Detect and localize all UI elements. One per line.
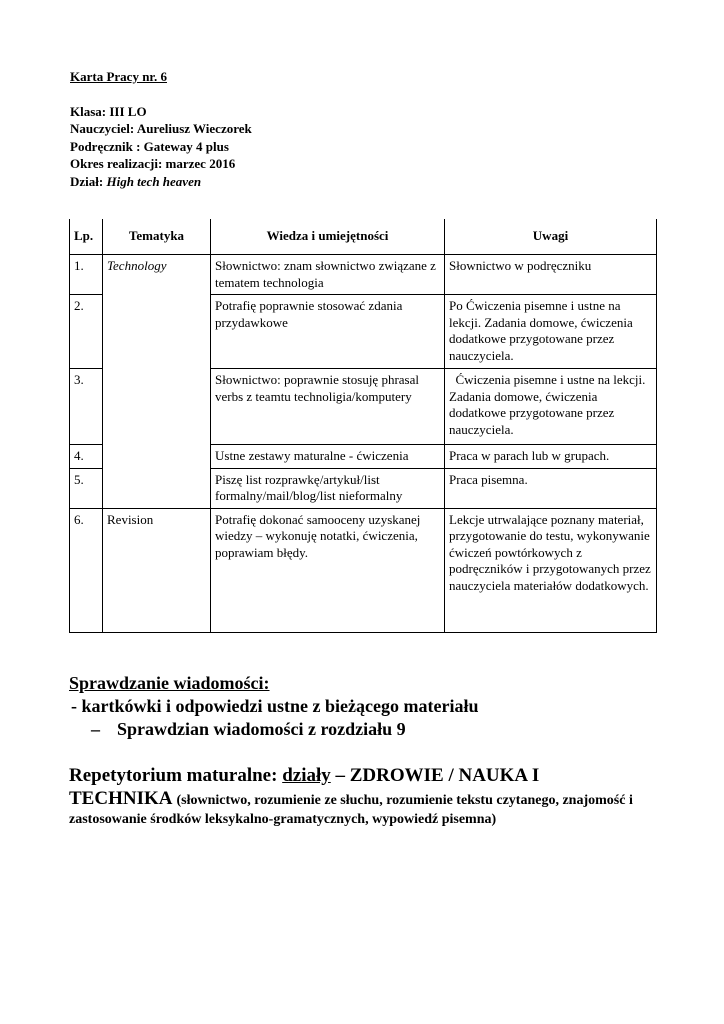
row-note: Lekcje utrwalające poznany materiał, przygotowanie do testu, wykonywanie ćwiczeń powtórkowych z podręczników i przygotowanych przez nauczyciela materiałów dodatkowych. (445, 508, 657, 632)
assessment-item (91, 718, 478, 741)
row-skill: Ustne zestawy maturalne - ćwiczenia (211, 445, 445, 469)
item-dash: – (91, 719, 100, 739)
period-line (70, 155, 252, 173)
row-topic (103, 295, 211, 369)
row-number: 3. (70, 369, 103, 445)
exam-review-line1 (69, 764, 669, 787)
lesson-plan-table (69, 219, 657, 633)
row-note (445, 369, 657, 445)
table-row (70, 295, 657, 369)
document-header (70, 68, 252, 190)
class-value: III LO (109, 103, 147, 119)
row-skill: Słownictwo: znam słownictwo związane z tematem technologia (211, 255, 445, 295)
exam-review-line2 (69, 787, 669, 829)
row-number: 5. (70, 468, 103, 508)
assessment-item: - kartkówki i odpowiedzi ustne z bieżącego materiału (71, 696, 479, 716)
textbook-value: Gateway 4 plus (143, 138, 229, 154)
assessment-section (69, 672, 478, 741)
row-skill: Piszę list rozprawkę/artykuł/list formalny/mail/blog/list nieformalny (211, 468, 445, 508)
row-topic: Technology (103, 255, 211, 295)
exam-review-label: Repetytorium maturalne: (69, 765, 278, 786)
teacher-value: Aureliusz Wieczorek (136, 121, 252, 136)
row-number: 2. (70, 295, 103, 369)
row-note: Praca pisemna. (445, 468, 657, 508)
table-row (70, 468, 657, 508)
textbook-label: Podręcznik : (70, 138, 141, 154)
teacher-line (70, 120, 252, 138)
row-topic (103, 445, 211, 469)
table-row (70, 445, 657, 469)
row-skill: Potrafię dokonać samooceny uzyskanej wiedzy – wykonuję notatki, ćwiczenia, poprawiam błędy. (211, 508, 445, 632)
period-label: Okres realizacji: (70, 156, 163, 171)
section-value: High tech heaven (106, 173, 202, 189)
class-label: Klasa: (70, 103, 107, 119)
exam-review-topics: – ZDROWIE / NAUKA I (335, 765, 540, 786)
row-number: 4. (70, 445, 103, 469)
textbook-line (70, 138, 252, 156)
assessment-heading: Sprawdzanie wiadomości: (69, 673, 270, 693)
row-topic (103, 369, 211, 445)
exam-review-details: (słownictwo, rozumienie ze słuchu, rozumienie tekstu czytanego, znajomość i zastosowanie środków leksykalno-gramatycznych, wypowiedź pisemna) (69, 793, 633, 827)
row-number: 6. (70, 508, 103, 632)
table-header-row (70, 219, 657, 255)
worksheet-title: Karta Pracy nr. 6 (70, 69, 167, 84)
row-note: Po Ćwiczenia pisemne i ustne na lekcji. Zadania domowe, ćwiczenia dodatkowe przygotowane przez nauczyciela. (445, 295, 657, 369)
exam-review-topics-cont: TECHNIKA (69, 788, 173, 809)
table-row (70, 255, 657, 295)
exam-review-section (69, 764, 669, 829)
exam-review-sections-word: działy (282, 765, 331, 786)
teacher-label: Nauczyciel: (70, 121, 135, 136)
table-row (70, 508, 657, 632)
header-topic: Tematyka (103, 219, 211, 255)
row-topic (103, 468, 211, 508)
header-skills: Wiedza i umiejętności (211, 219, 445, 255)
class-line (70, 103, 252, 121)
table-row (70, 369, 657, 445)
section-line (70, 173, 252, 191)
row-note-text: Ćwiczenia pisemne i ustne na lekcji. Zadania domowe, ćwiczenia dodatkowe przygotowane przez nauczyciela. (449, 372, 646, 437)
row-topic: Revision (103, 508, 211, 632)
section-label: Dział: (70, 173, 104, 189)
row-note: Słownictwo w podręczniku (445, 255, 657, 295)
row-note: Praca w parach lub w grupach. (445, 445, 657, 469)
header-notes: Uwagi (445, 219, 657, 255)
row-number: 1. (70, 255, 103, 295)
period-value: marzec 2016 (165, 156, 236, 171)
row-skill: Słownictwo: poprawnie stosuję phrasal verbs z teamtu technoligia/komputery (211, 369, 445, 445)
row-skill: Potrafię poprawnie stosować zdania przydawkowe (211, 295, 445, 369)
header-lp: Lp. (70, 219, 103, 255)
assessment-item-text: Sprawdzian wiadomości z rozdziału 9 (117, 719, 406, 739)
